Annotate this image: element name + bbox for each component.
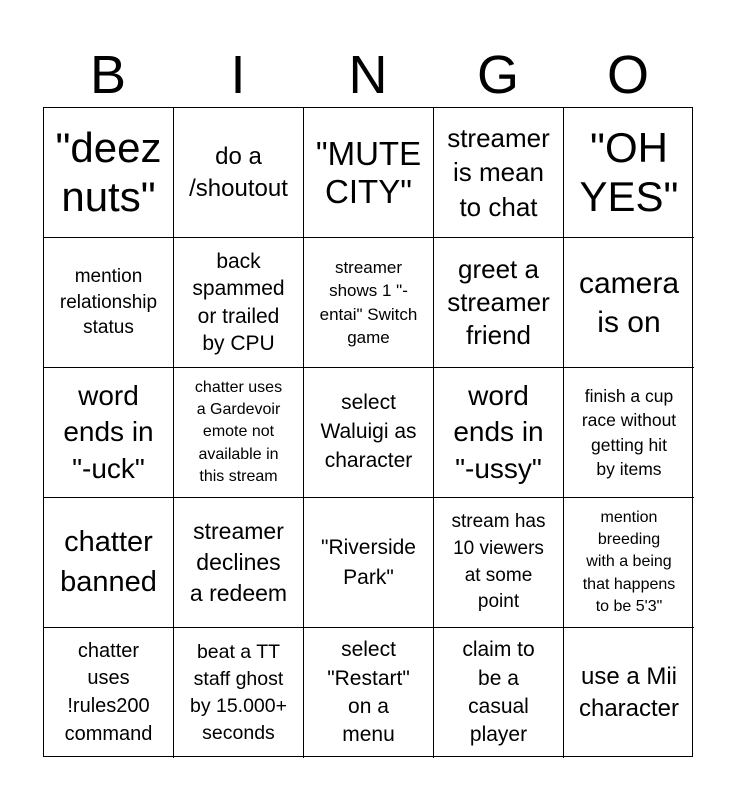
bingo-cell-r4-c2[interactable]: streamer declines a redeem xyxy=(174,498,304,628)
bingo-board xyxy=(43,107,693,757)
bingo-cell-r2-c5[interactable]: camera is on xyxy=(564,238,694,368)
bingo-cell-r1-c4[interactable]: streamer is mean to chat xyxy=(434,108,564,238)
bingo-cell-r4-c1[interactable]: chatter banned xyxy=(44,498,174,628)
bingo-cell-r1-c2[interactable]: do a /shoutout xyxy=(174,108,304,238)
bingo-header xyxy=(43,44,693,106)
bingo-cell-r2-c1[interactable]: mention relationship status xyxy=(44,238,174,368)
bingo-cell-r2-c4[interactable]: greet a streamer friend xyxy=(434,238,564,368)
bingo-cell-r4-c4[interactable]: stream has 10 viewers at some point xyxy=(434,498,564,628)
header-letter-i: I xyxy=(230,45,246,105)
header-letter-o: O xyxy=(606,45,649,105)
bingo-cell-r5-c3[interactable]: select "Restart" on a menu xyxy=(304,628,434,758)
bingo-cell-r5-c4[interactable]: claim to be a casual player xyxy=(434,628,564,758)
bingo-cell-r4-c5[interactable]: mention breeding with a being that happens to be 5'3" xyxy=(564,498,694,628)
bingo-cell-r5-c5[interactable]: use a Mii character xyxy=(578,662,680,722)
bingo-cell-r1-c1[interactable]: "deez nuts" xyxy=(44,108,174,238)
bingo-cell-r4-c3[interactable]: "Riverside Park" xyxy=(304,498,434,628)
bingo-cell-r2-c3[interactable]: streamer shows 1 "- entai" Switch game xyxy=(304,238,434,368)
bingo-cell-r2-c2[interactable]: back spammed or trailed by CPU xyxy=(174,238,304,368)
bingo-cell-r3-c3[interactable]: select Waluigi as character xyxy=(304,368,434,498)
bingo-cell-r3-c4[interactable]: word ends in "-ussy" xyxy=(434,368,564,498)
bingo-cell-r3-c1[interactable]: word ends in "-uck" xyxy=(44,368,174,498)
header-letter-b: B xyxy=(89,45,127,105)
bingo-cell-r3-c2[interactable]: chatter uses a Gardevoir emote not available in this stream xyxy=(174,368,304,498)
bingo-cell-r1-c3[interactable]: "MUTE CITY" xyxy=(304,108,434,238)
bingo-cell-r5-c1[interactable]: chatter uses !rules200 command xyxy=(44,628,174,758)
bingo-cell-r3-c5[interactable]: finish a cup race without getting hit by items xyxy=(564,368,694,498)
bingo-cell-r1-c5[interactable]: "OH YES" xyxy=(564,108,694,238)
header-letter-g: G xyxy=(476,45,519,105)
bingo-cell-r5-c2[interactable]: beat a TT staff ghost by 15.000+ seconds xyxy=(174,628,304,758)
header-letter-n: N xyxy=(348,45,388,105)
